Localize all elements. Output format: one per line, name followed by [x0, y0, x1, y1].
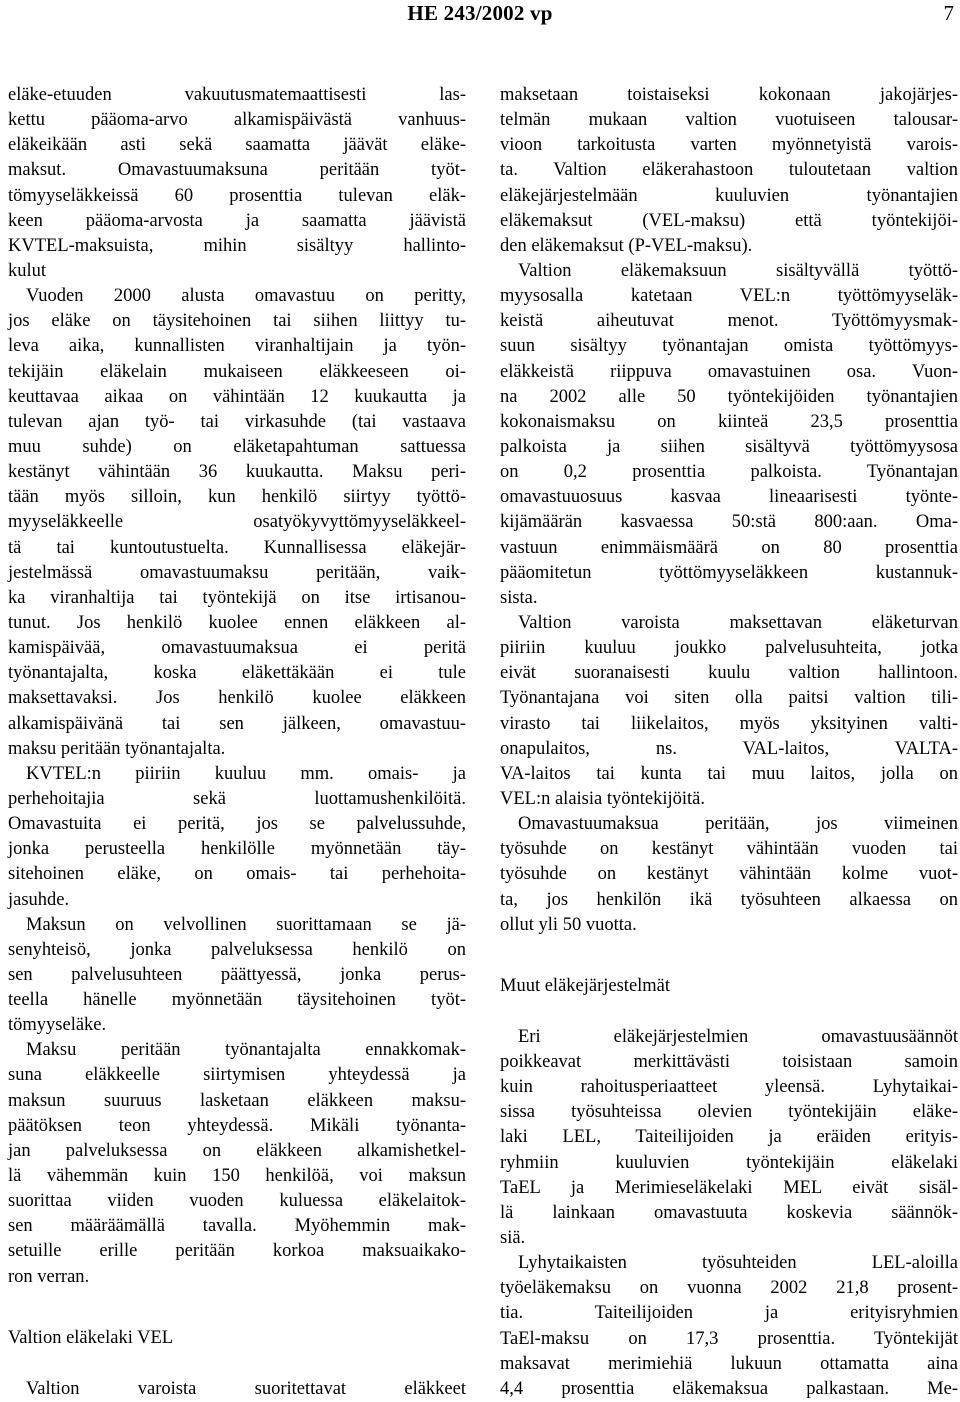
- text-line: ollut yli 50 vuotta.: [500, 914, 637, 935]
- text-line: on 0,2 prosenttia palkoista. Työnantajan: [500, 462, 958, 483]
- text-line: jonka perusteella henkilölle myönnetään täy-: [8, 839, 466, 860]
- text-line: sen palvelusuhteen päättyessä, jonka perus-: [8, 964, 466, 985]
- text-line: maksut. Omavastuumaksuna peritään työt-: [8, 160, 466, 181]
- text-line: Valtion eläkelaki VEL: [8, 1327, 174, 1348]
- text-line: leva aika, kunnallisten viranhaltijain ja työn-: [8, 336, 466, 357]
- text-line: ta. Valtion eläkerahastoon tuloutetaan valtion: [500, 160, 958, 181]
- text-line: Vuoden 2000 alusta omavastuu on peritty,: [26, 286, 466, 307]
- text-line: Muut eläkejärjestelmät: [500, 975, 671, 996]
- text-line: eläkeikään asti sekä saamatta jäävät eläke-: [8, 135, 466, 156]
- text-line: KVTEL:n piiriin kuuluu mm. omais- ja: [26, 763, 466, 784]
- text-line: piiriin kuuluu joukko palvelusuhteita, jotka: [500, 638, 958, 659]
- text-line: ta, jos henkilön ikä työsuhteen alkaessa on: [500, 889, 958, 910]
- text-line: alkamispäivänä tai sen jälkeen, omavastuu-: [8, 713, 466, 734]
- text-line: ron verran.: [8, 1266, 90, 1287]
- text-line: virasto tai liikelaitos, myös yksityinen valti-: [500, 713, 958, 734]
- text-line: palkoista ja siihen sisältyvä työttömyysosa: [500, 436, 958, 457]
- text-line: teella hänelle myönnetään täysitehoinen työt-: [8, 990, 466, 1011]
- text-line: eläkejärjestelmään kuuluvien työnantajien: [500, 185, 958, 206]
- text-line: Maksun on velvollinen suorittamaan se jä-: [26, 914, 466, 935]
- text-line: onapulaitos, ns. VAL-laitos, VALTA-: [500, 738, 958, 759]
- text-line: tömyyseläkkeissä 60 prosenttia tulevan eläk-: [8, 185, 466, 206]
- text-line: den eläkemaksut (P-VEL-maksu).: [500, 235, 753, 256]
- text-line: maksun suuruus lasketaan eläkkeen maksu-: [8, 1090, 466, 1111]
- text-line: lä vähemmän kuin 150 henkilöä, voi maksun: [8, 1166, 466, 1187]
- text-line: eläkemaksut (VEL-maksu) että työntekijöi-: [500, 210, 958, 231]
- text-line: jestelmässä omavastuumaksu peritään, vaik-: [8, 562, 466, 583]
- text-line: työeläkemaksu on vuonna 2002 21,8 prosent-: [500, 1278, 958, 1299]
- text-line: maksu peritään työnantajalta.: [8, 738, 226, 759]
- text-line: kokonaismaksu on kiinteä 23,5 prosenttia: [500, 411, 958, 432]
- text-line: päätöksen teon yhteydessä. Mikäli työnanta-: [8, 1115, 466, 1136]
- text-line: työnantajalta, koska eläkettäkään ei tule: [8, 663, 466, 684]
- text-line: lä lainkaan omavastuuta koskevia säännök-: [500, 1202, 958, 1223]
- text-line: omavastuuosuus kasvaa lineaarisesti työnte-: [500, 487, 958, 508]
- text-line: tä tai kuntoutustuelta. Kunnallisessa eläkejär-: [8, 537, 466, 558]
- text-line: tunut. Jos henkilö kuolee ennen eläkkeen al-: [8, 612, 466, 633]
- right-text-column: [500, 83, 958, 1402]
- text-line: vastuun enimmäismäärä on 80 prosenttia: [500, 537, 958, 558]
- text-line: kulut: [8, 260, 47, 281]
- document-title: HE 243/2002 vp: [407, 1, 553, 25]
- text-line: kettu pääoma-arvo alkamispäivästä vanhuus-: [8, 110, 466, 131]
- section-spacer: [500, 938, 958, 974]
- text-line: laki LEL, Taiteilijoiden ja eräiden erityis-: [500, 1127, 958, 1148]
- text-line: sissa työsuhteissa olevien työntekijäin eläke-: [500, 1102, 958, 1123]
- text-line: tulevan ajan työ- tai virkasuhde (tai vastaava: [8, 411, 466, 432]
- text-line: sen määräämällä tavalla. Myöhemmin mak-: [8, 1216, 466, 1237]
- text-line: siä.: [500, 1228, 526, 1249]
- text-line: TaEL ja Merimieseläkelaki MEL eivät sisäl-: [500, 1177, 958, 1198]
- text-line: Valtion varoista suoritettavat eläkkeet: [26, 1378, 466, 1399]
- text-line: muu suhde) on eläketapahtuman sattuessa: [8, 436, 466, 457]
- text-line: Lyhytaikaisten työsuhteiden LEL-aloilla: [518, 1253, 958, 1274]
- text-line: kestänyt vähintään 36 kuukautta. Maksu peri-: [8, 462, 466, 483]
- text-line: Omavastuita ei peritä, jos se palvelussuhde,: [8, 814, 466, 835]
- text-line: Työnantajana voi siten olla paitsi valtion tili-: [500, 688, 958, 709]
- text-line: kijämäärän kasvaessa 50:stä 800:aan. Oma-: [500, 512, 958, 533]
- text-line: keuttavaa aikaa on vähintään 12 kuukautta ja: [8, 386, 466, 407]
- text-line: Valtion varoista maksettavan eläketurvan: [518, 612, 958, 633]
- text-line: suorittaa viiden vuoden kuluessa eläkelaitok-: [8, 1191, 466, 1212]
- text-line: myyseläkkeelle osatyökyvyttömyyseläkkeel-: [8, 512, 466, 533]
- text-line: VEL:n alaisia työntekijöitä.: [500, 788, 705, 809]
- page-number: 7: [943, 1, 954, 25]
- text-line: sitehoinen eläke, on omais- tai perhehoita-: [8, 864, 466, 885]
- text-line: Eri eläkejärjestelmien omavastuusäännöt: [518, 1026, 958, 1047]
- text-line: vioon tarkoitusta varten myönnetyistä varois-: [500, 135, 958, 156]
- text-line: VA-laitos tai kunta tai muu laitos, jolla on: [500, 763, 958, 784]
- text-line: sista.: [500, 587, 538, 608]
- text-line: tia. Taiteilijoiden ja erityisryhmien: [500, 1303, 958, 1324]
- text-line: työsuhde on kestänyt vähintään vuoden tai: [500, 839, 958, 860]
- text-line: perhehoitajia sekä luottamushenkilöitä.: [8, 788, 466, 809]
- text-line: eläke-etuuden vakuutusmatemaattisesti las-: [8, 85, 466, 105]
- text-line: KVTEL-maksuista, mihin sisältyy hallinto-: [8, 235, 466, 256]
- text-line: Maksu peritään työnantajalta ennakkomak-: [26, 1040, 466, 1061]
- text-line: suna eläkkeelle siirtymisen yhteydessä ja: [8, 1065, 466, 1086]
- text-line: tömyyseläke.: [8, 1015, 107, 1036]
- text-line: na 2002 alle 50 työntekijöiden työnantajien: [500, 386, 958, 407]
- text-line: kamispäivää, omavastuumaksua ei peritä: [8, 638, 466, 659]
- text-line: suun sisältyy työnantajan omista työttömyys-: [500, 336, 958, 357]
- text-line: tekijäin eläkelain mukaiseen eläkkeeseen oi-: [8, 361, 466, 382]
- text-line: setuille erille peritään korkoa maksuaikako-: [8, 1241, 466, 1262]
- page-header: [0, 0, 960, 38]
- text-line: telmän mukaan valtion vuotuiseen talousar-: [500, 110, 958, 131]
- text-line: senyhteisö, jonka palveluksessa henkilö on: [8, 939, 466, 960]
- left-text-column: [8, 83, 466, 1402]
- section-spacer: [8, 1351, 466, 1377]
- text-line: ka viranhaltija tai työntekijä on itse irtisanou-: [8, 587, 466, 608]
- text-line: TaEl-maksu on 17,3 prosenttia. Työntekijät: [500, 1328, 958, 1349]
- text-line: maksetaan toistaiseksi kokonaan jakojärjes-: [500, 85, 958, 105]
- text-line: keistä aiheutuvat menot. Työttömyysmak-: [500, 311, 958, 332]
- text-line: työsuhde on kestänyt vähintään kolme vuot-: [500, 864, 958, 885]
- text-line: myysosalla katetaan VEL:n työttömyyseläk-: [500, 286, 958, 307]
- text-line: 4,4 prosenttia eläkemaksua palkastaan. Me-: [500, 1378, 958, 1399]
- text-line: maksavat merimiehiä lukuun ottamatta aina: [500, 1353, 958, 1374]
- text-line: Omavastuumaksua peritään, jos viimeinen: [518, 814, 958, 835]
- section-spacer: [500, 999, 958, 1025]
- text-line: pääomitetun työttömyyseläkkeen kustannuk-: [500, 562, 958, 583]
- text-line: jos eläke on täysitehoinen tai siihen liittyy tu-: [8, 311, 466, 332]
- section-spacer: [8, 1290, 466, 1326]
- text-line: maksettavaksi. Jos henkilö kuolee eläkkeen: [8, 688, 466, 709]
- text-line: jan palveluksessa on eläkkeen alkamishetkel-: [8, 1140, 466, 1161]
- text-line: jasuhde.: [8, 889, 70, 910]
- text-line: ryhmiin kuuluvien työntekijäin eläkelaki: [500, 1152, 958, 1173]
- text-line: poikkeavat merkittävästi toisistaan samoin: [500, 1052, 958, 1073]
- text-line: tään myös silloin, kun henkilö siirtyy työttö-: [8, 487, 466, 508]
- text-line: eläkkeistä riippuva omavastuinen osa. Vuon-: [500, 361, 958, 382]
- text-line: keen pääoma-arvosta ja saamatta jäävistä: [8, 210, 466, 231]
- text-line: eivät suoranaisesti kuulu valtion hallintoon.: [500, 663, 958, 684]
- text-line: Valtion eläkemaksuun sisältyvällä työttö-: [518, 260, 958, 281]
- text-line: kuin rahoitusperiaatteet yleensä. Lyhytaikai-: [500, 1077, 958, 1098]
